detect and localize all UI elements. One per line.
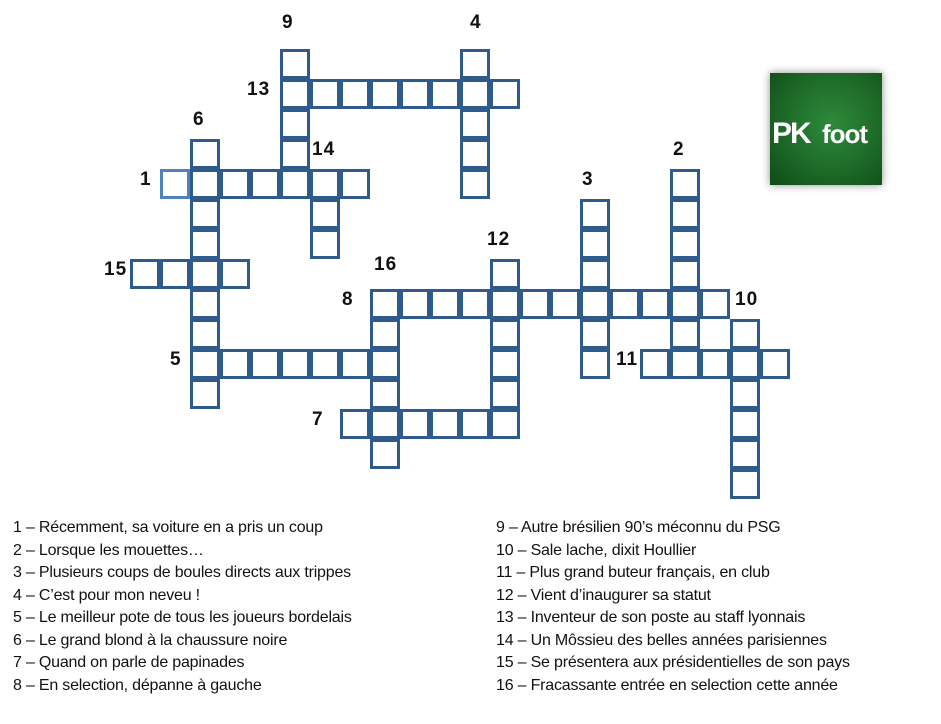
crossword-cell[interactable] — [190, 169, 220, 199]
clue-2: 2 – Lorsque les mouettes… — [13, 541, 204, 559]
clue-number-2: 2 — [673, 139, 685, 160]
crossword-cell[interactable] — [430, 289, 460, 319]
crossword-cell[interactable] — [460, 79, 490, 109]
crossword-cell[interactable] — [460, 289, 490, 319]
clue-number-11: 11 — [616, 349, 639, 370]
crossword-cell[interactable] — [220, 169, 250, 199]
crossword-cell[interactable] — [160, 169, 190, 199]
crossword-cell[interactable] — [580, 259, 610, 289]
clue-number-3: 3 — [582, 169, 594, 190]
clue-16: 16 – Fracassante entrée en selection cette année — [496, 676, 838, 694]
crossword-cell[interactable] — [310, 349, 340, 379]
crossword-cell[interactable] — [670, 169, 700, 199]
crossword-cell[interactable] — [370, 379, 400, 409]
clue-number-4: 4 — [470, 12, 482, 33]
logo-pk-text: PK — [772, 117, 810, 150]
clues-list-right — [496, 517, 850, 697]
crossword-cell[interactable] — [580, 289, 610, 319]
crossword-cell[interactable] — [640, 289, 670, 319]
crossword-cell[interactable] — [250, 169, 280, 199]
crossword-cell[interactable] — [490, 349, 520, 379]
crossword-cell[interactable] — [670, 229, 700, 259]
clue-number-9: 9 — [282, 12, 294, 33]
clue-6: 6 – Le grand blond à la chaussure noire — [13, 631, 288, 649]
crossword-cell[interactable] — [310, 169, 340, 199]
crossword-cell[interactable] — [730, 349, 760, 379]
crossword-cell[interactable] — [490, 289, 520, 319]
clue-15: 15 – Se présentera aux présidentielles de son pays — [496, 654, 850, 671]
crossword-cell[interactable] — [520, 289, 550, 319]
crossword-cell[interactable] — [550, 289, 580, 319]
clue-number-6: 6 — [193, 109, 205, 130]
crossword-cell[interactable] — [340, 169, 370, 199]
crossword-cell[interactable] — [460, 139, 490, 169]
crossword-cell[interactable] — [730, 409, 760, 439]
clues-list-left — [13, 517, 352, 697]
clue-13: 13 – Inventeur de son poste au staff lyonnais — [496, 609, 806, 626]
crossword-cell[interactable] — [400, 289, 430, 319]
crossword-cell[interactable] — [160, 259, 190, 289]
crossword-cell[interactable] — [760, 349, 790, 379]
clue-3: 3 – Plusieurs coups de boules directs aux trippes — [13, 564, 351, 581]
clue-number-1: 1 — [140, 169, 152, 190]
crossword-cell[interactable] — [370, 349, 400, 379]
crossword-cell[interactable] — [400, 79, 430, 109]
crossword-cell[interactable] — [220, 349, 250, 379]
crossword-cell[interactable] — [250, 349, 280, 379]
clue-7: 7 – Quand on parle de papinades — [13, 654, 245, 671]
crossword-cell[interactable] — [460, 109, 490, 139]
crossword-cell[interactable] — [370, 79, 400, 109]
crossword-cell[interactable] — [580, 199, 610, 229]
clue-11: 11 – Plus grand buteur français, en club — [496, 564, 770, 581]
crossword-cell[interactable] — [310, 229, 340, 259]
clue-5: 5 – Le meilleur pote de tous les joueurs bordelais — [13, 609, 352, 626]
crossword-cell[interactable] — [730, 469, 760, 499]
crossword-cell[interactable] — [730, 439, 760, 469]
clue-number-13: 13 — [247, 79, 271, 100]
crossword-cell[interactable] — [280, 349, 310, 379]
crossword-cell[interactable] — [670, 259, 700, 289]
crossword-cell[interactable] — [280, 109, 310, 139]
crossword-cell[interactable] — [190, 289, 220, 319]
clue-14: 14 – Un Môssieu des belles années parisiennes — [496, 631, 827, 649]
crossword-cell[interactable] — [190, 379, 220, 409]
crossword-cell[interactable] — [580, 319, 610, 349]
crossword-cell[interactable] — [610, 289, 640, 319]
crossword-cell[interactable] — [190, 259, 220, 289]
crossword-cell[interactable] — [280, 49, 310, 79]
crossword-cell[interactable] — [220, 259, 250, 289]
crossword-cell[interactable] — [490, 379, 520, 409]
crossword-cell[interactable] — [340, 349, 370, 379]
crossword-cell[interactable] — [670, 289, 700, 319]
crossword-cell[interactable] — [340, 79, 370, 109]
crossword-cell[interactable] — [310, 79, 340, 109]
logo-foot-text: foot — [822, 119, 868, 149]
crossword-cell[interactable] — [400, 409, 430, 439]
crossword-cell[interactable] — [490, 319, 520, 349]
crossword-cell[interactable] — [700, 289, 730, 319]
crossword-cell[interactable] — [370, 289, 400, 319]
clue-number-8: 8 — [342, 289, 354, 310]
crossword-cell[interactable] — [700, 349, 730, 379]
pkfoot-logo — [770, 73, 882, 185]
crossword-cell[interactable] — [370, 319, 400, 349]
clue-12: 12 – Vient d’inaugurer sa statut — [496, 586, 711, 604]
crossword-cell[interactable] — [370, 439, 400, 469]
crossword-cell[interactable] — [190, 319, 220, 349]
clue-8: 8 – En selection, dépanne à gauche — [13, 676, 262, 694]
crossword-cell[interactable] — [460, 169, 490, 199]
clue-number-14: 14 — [312, 139, 336, 160]
crossword-cell[interactable] — [670, 319, 700, 349]
crossword-cell[interactable] — [430, 79, 460, 109]
crossword-cell[interactable] — [460, 409, 490, 439]
clue-number-5: 5 — [170, 349, 182, 370]
crossword-cell[interactable] — [190, 139, 220, 169]
crossword-cell[interactable] — [730, 379, 760, 409]
clue-4: 4 – C’est pour mon neveu ! — [13, 586, 200, 604]
crossword-cell[interactable] — [310, 199, 340, 229]
crossword-cell[interactable] — [490, 259, 520, 289]
crossword-cell[interactable] — [190, 199, 220, 229]
crossword-cell[interactable] — [490, 409, 520, 439]
crossword-cell[interactable] — [490, 79, 520, 109]
clue-number-10: 10 — [735, 289, 759, 310]
crossword-cell[interactable] — [340, 409, 370, 439]
crossword-cell[interactable] — [280, 139, 310, 169]
crossword-cell[interactable] — [730, 319, 760, 349]
crossword-cell[interactable] — [190, 349, 220, 379]
crossword-cell[interactable] — [280, 169, 310, 199]
clue-number-7: 7 — [312, 409, 324, 430]
crossword-cell[interactable] — [370, 409, 400, 439]
clue-9: 9 – Autre brésilien 90’s méconnu du PSG — [496, 519, 781, 536]
crossword-cell[interactable] — [460, 49, 490, 79]
crossword-cell[interactable] — [190, 229, 220, 259]
crossword-cell[interactable] — [280, 79, 310, 109]
clue-1: 1 – Récemment, sa voiture en a pris un coup — [13, 519, 323, 536]
crossword-cell[interactable] — [670, 199, 700, 229]
clue-number-12: 12 — [487, 229, 511, 250]
crossword-cell[interactable] — [430, 409, 460, 439]
clue-10: 10 – Sale lache, dixit Houllier — [496, 541, 697, 559]
crossword-cell[interactable] — [580, 229, 610, 259]
crossword-cell[interactable] — [670, 349, 700, 379]
crossword-cell[interactable] — [640, 349, 670, 379]
crossword-cell[interactable] — [580, 349, 610, 379]
clue-number-16: 16 — [374, 254, 398, 275]
clue-number-15: 15 — [104, 259, 128, 280]
crossword-cell[interactable] — [130, 259, 160, 289]
